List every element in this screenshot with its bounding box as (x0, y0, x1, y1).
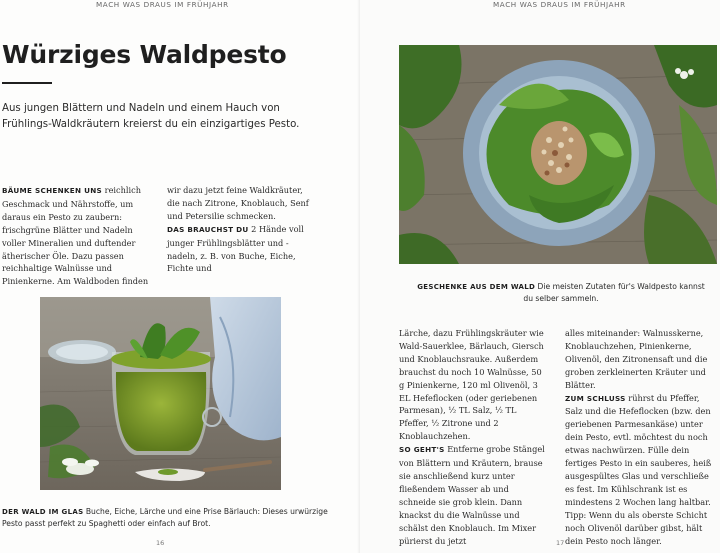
running-head-right: MACH WAS DRAUS IM FRÜHJAHR (493, 0, 626, 9)
text-column-3 (399, 327, 547, 547)
page-number-right: 17 (556, 539, 565, 547)
text-column-4 (565, 327, 715, 547)
caption-left-text: Buche, Eiche, Lärche und eine Prise Bärlauch: Dieses urwürzige Pesto passt perfekt zu Spaghetti oder einfach auf Brot. (2, 507, 328, 528)
column-2-text-1: wir dazu jetzt feine Waldkräuter, die nach Zitrone, Knoblauch, Senf und Petersilie schmecken. (167, 185, 309, 221)
text-column-2 (167, 184, 317, 275)
pesto-jar-photo (40, 297, 281, 490)
caption-left (2, 506, 332, 530)
right-page (360, 0, 720, 553)
caption-right-label: GESCHENKE AUS DEM WALD (417, 283, 536, 291)
title-rule (2, 82, 52, 84)
text-column-1 (2, 184, 152, 288)
caption-right (416, 281, 706, 305)
column-3-label: SO GEHT'S (399, 445, 445, 455)
caption-left-label: DER WALD IM GLAS (2, 508, 84, 516)
column-4-text-2: rührst du Pfeffer, Salz und die Hefeflocken (bzw. den geriebenen Parmesankäse) unter dein Pesto, evtl. möchtest du noch etwas nachwürzen. Fülle dein fertiges Pesto in ein sauberes, heiß ausgespültes Glas und verschließe es fest. Im Kühlschrank ist es mindestens 2 Wochen lang haltbar. Tipp: Wenn du als oberste Schicht noch Olivenöl darüber gibst, hält dein Pesto noch länger. (565, 392, 712, 546)
column-4-text-1: alles miteinander: Walnusskerne, Knoblauchzehen, Pinienkerne, Olivenöl, den Zitronensaft und die groben zerkleinerten Kräuter und Blätter. (565, 328, 708, 390)
page-number-left: 16 (156, 539, 165, 547)
column-3-text-1: Lärche, dazu Frühlingskräuter wie Wald-Sauerklee, Bärlauch, Giersch und Knoblauchsrauke. Außerdem brauchst du noch 10 Walnüsse, 50 g Pinienkerne, 120 ml Olivenöl, 3 EL Hefeflocken (oder geriebenen Parmesan), ½ TL Salz, ½ TL Pfeffer, ½ Zitrone und 2 Knoblauchzehen. (399, 328, 544, 442)
caption-right-text: Die meisten Zutaten für's Waldpesto kannst du selber sammeln. (523, 282, 705, 303)
pesto-jar-illustration (40, 297, 281, 490)
column-1-text: reichlich Geschmack und Nährstoffe, um daraus ein Pesto zu zaubern: frischgrüne Blätter und Nadeln voller Mineralien und duftender ätherischer Öle. Dazu passen reichhaltige Walnüsse und Pinienkerne. Am Waldboden finden (2, 185, 149, 287)
column-4-label: ZUM SCHLUSS (565, 393, 626, 403)
column-2-text-2: 2 Hände voll junger Frühlingsblätter und -nadeln, z. B. von Buche, Eiche, Fichte und (167, 223, 304, 274)
ingredients-illustration (399, 45, 717, 264)
column-2-label: DAS BRAUCHST DU (167, 224, 249, 234)
recipe-title: Würziges Waldpesto (2, 40, 287, 69)
lead-paragraph: Aus jungen Blättern und Nadeln und einem Hauch von Frühlings-Waldkräutern kreierst du ein einzigartiges Pesto. (2, 103, 300, 130)
running-head-left: MACH WAS DRAUS IM FRÜHJAHR (96, 0, 229, 9)
column-1-label: BÄUME SCHENKEN UNS (2, 186, 103, 195)
ingredients-photo (399, 45, 717, 264)
column-3-text-2: Entferne grobe Stängel von Blättern und Kräutern, brause sie anschließend kurz unter fließendem Wasser ab und schneide sie grob klein. Dann knackst du die Walnüsse und schälst den Knoblauch. Im Mixer pürierst du jetzt (399, 444, 545, 546)
